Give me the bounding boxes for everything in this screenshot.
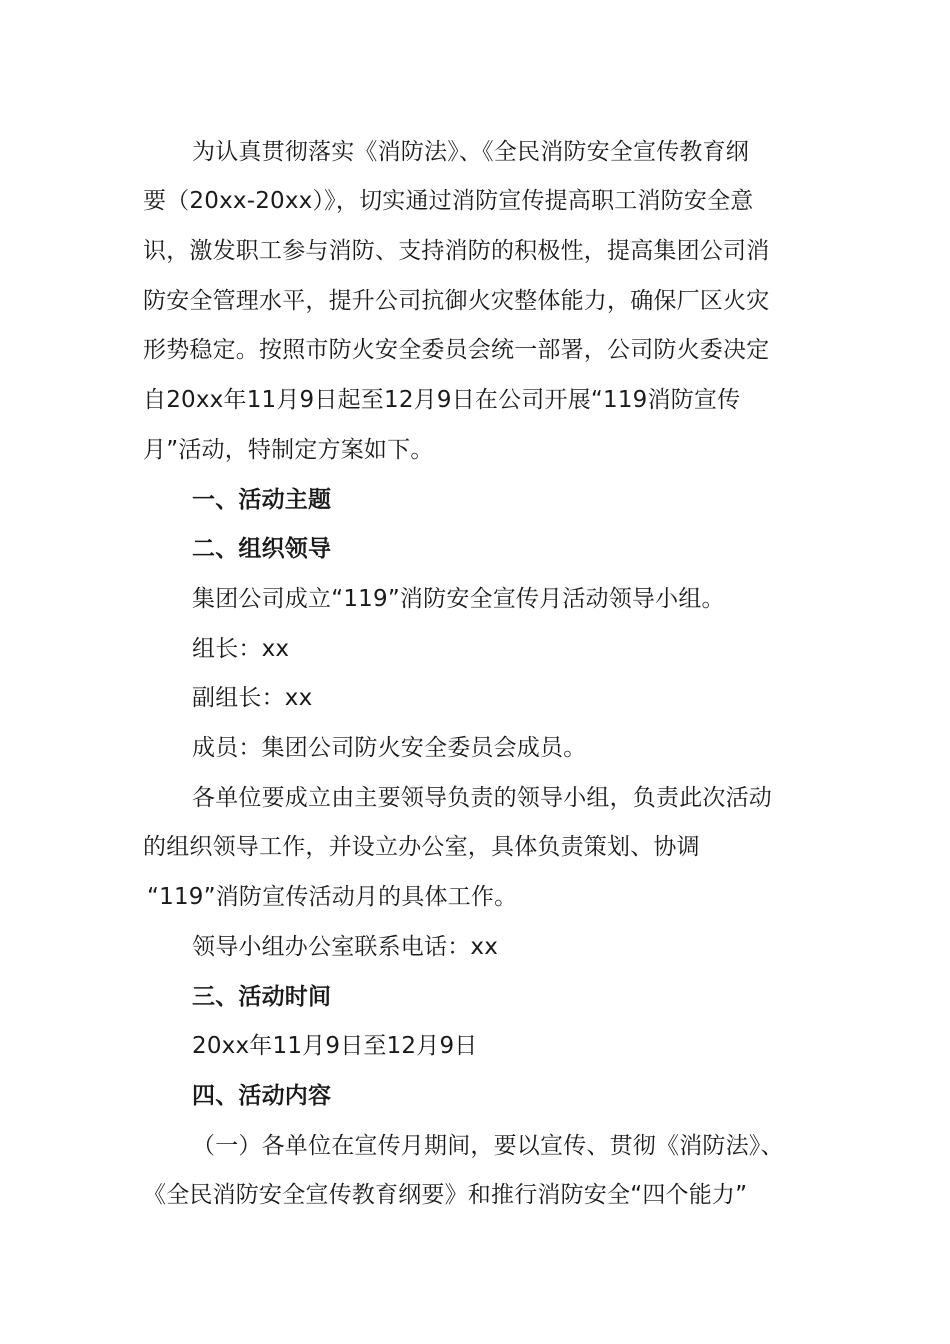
paragraph-line: 要（20xx-20xx）》，切实通过消防宣传提高职工消防安全意 (143, 188, 754, 214)
section-heading: 一、活动主题 (192, 487, 332, 513)
paragraph-line: “119”消防宣传活动月的具体工作。 (147, 884, 518, 910)
paragraph-line: 领导小组办公室联系电话：xx (192, 934, 499, 960)
paragraph-line: 副组长：xx (192, 685, 313, 711)
paragraph-line: 组长：xx (192, 636, 290, 662)
paragraph-line: 识，激发职工参与消防、支持消防的积极性，提高集团公司消 (143, 238, 770, 264)
section-heading: 四、活动内容 (192, 1083, 332, 1109)
paragraph-line: 月”活动，特制定方案如下。 (143, 437, 434, 463)
section-heading: 三、活动时间 (192, 984, 332, 1010)
paragraph-line: 自20xx年11月9日起至12月9日在公司开展“119消防宣传 (143, 387, 741, 413)
paragraph-line: （一）各单位在宣传月期间，要以宣传、贯彻《消防法》、 (192, 1133, 784, 1159)
paragraph-line: 集团公司成立“119”消防安全宣传月活动领导小组。 (192, 586, 725, 612)
paragraph-line: 为认真贯彻落实《消防法》、《全民消防安全宣传教育纲 (192, 139, 749, 165)
paragraph-line: 各单位要成立由主要领导负责的领导小组，负责此次活动 (192, 785, 772, 811)
paragraph-line: 形势稳定。按照市防火安全委员会统一部署，公司防火委决定 (143, 337, 770, 363)
section-heading: 二、组织领导 (192, 536, 332, 562)
paragraph-line: 20xx年11月9日至12月9日 (192, 1033, 478, 1059)
paragraph-line: 《全民消防安全宣传教育纲要》和推行消防安全“四个能力” (143, 1182, 748, 1208)
paragraph-line: 防安全管理水平，提升公司抗御火灾整体能力，确保厂区火灾 (143, 288, 770, 314)
paragraph-line: 成员：集团公司防火安全委员会成员。 (192, 735, 587, 761)
paragraph-line: 的组织领导工作，并设立办公室，具体负责策划、协调 (143, 834, 700, 860)
